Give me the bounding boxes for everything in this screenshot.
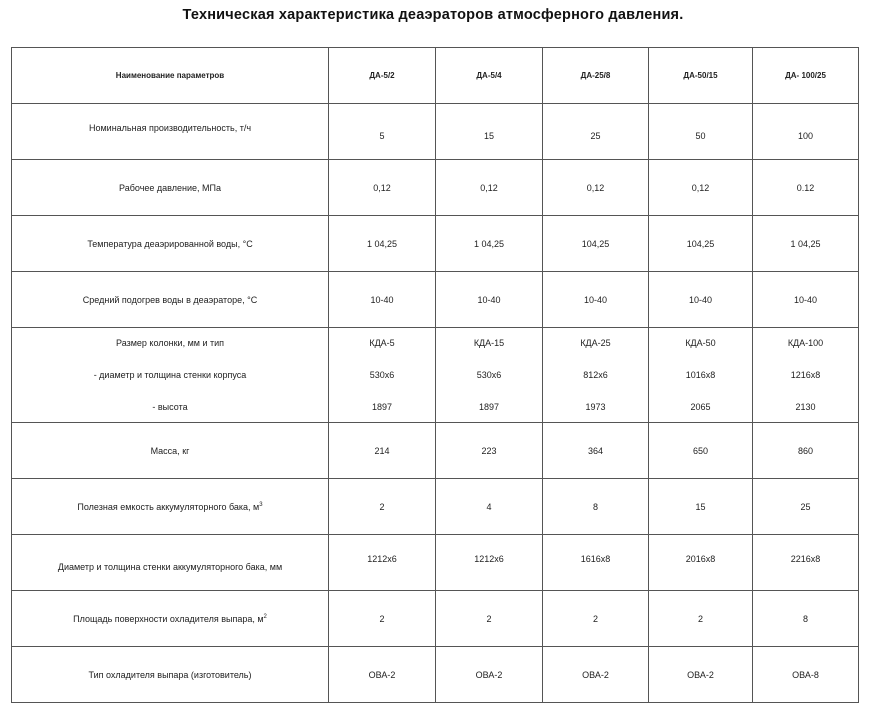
header-model: ДА-5/2 bbox=[329, 48, 436, 104]
table-row bbox=[12, 160, 859, 216]
cell-value: 50 bbox=[695, 130, 706, 141]
cell-value: 10-40 bbox=[649, 272, 753, 328]
cell-value: 100 bbox=[797, 130, 814, 141]
cell-value: 0.12 bbox=[753, 160, 859, 216]
column-diameter-value: 530х6 bbox=[476, 370, 502, 380]
cell-value: ОВА-8 bbox=[753, 647, 859, 703]
column-type-value: КДА-50 bbox=[685, 338, 716, 348]
cell-value: 1 04,25 bbox=[753, 216, 859, 272]
cell-value: 8 bbox=[753, 591, 859, 647]
header-model: ДА- 100/25 bbox=[753, 48, 859, 104]
table-row bbox=[12, 104, 859, 160]
row-param: Полезная емкость аккумуляторного бака, м bbox=[77, 501, 260, 512]
cell-value: 5 bbox=[379, 130, 385, 141]
cell-value: 2 bbox=[436, 591, 543, 647]
cell-value: 10-40 bbox=[329, 272, 436, 328]
cell-value: 0,12 bbox=[436, 160, 543, 216]
column-diameter-value: 1016х8 bbox=[685, 370, 716, 380]
cell-value: 104,25 bbox=[649, 216, 753, 272]
row-param: Диаметр и толщина стенки аккумуляторного бака, мм bbox=[57, 561, 283, 572]
table-row bbox=[12, 272, 859, 328]
cell-value: 2016х8 bbox=[685, 553, 716, 564]
row-param: Средний подогрев воды в деаэраторе, °С bbox=[12, 272, 329, 328]
cell-value: 10-40 bbox=[543, 272, 649, 328]
cell-value: 0,12 bbox=[543, 160, 649, 216]
header-model: ДА-50/15 bbox=[649, 48, 753, 104]
table-row bbox=[12, 479, 859, 535]
row-param: Площадь поверхности охладителя выпара, м bbox=[73, 613, 264, 624]
column-diameter-param: - диаметр и толщина стенки корпуса bbox=[93, 370, 247, 380]
column-height-value: 2130 bbox=[795, 402, 816, 412]
column-diameter-value: 530х6 bbox=[369, 370, 395, 380]
row-param: Номинальная производительность, т/ч bbox=[88, 122, 252, 133]
table-row-column-size bbox=[12, 328, 859, 423]
cell-value: 0,12 bbox=[329, 160, 436, 216]
column-type-value: КДА-5 bbox=[369, 338, 395, 348]
cell-value: 15 bbox=[649, 479, 753, 535]
cell-value: 4 bbox=[436, 479, 543, 535]
cell-value: 860 bbox=[753, 423, 859, 479]
cell-value: 2 bbox=[329, 479, 436, 535]
cell-value: 1 04,25 bbox=[329, 216, 436, 272]
cell-value: ОВА-2 bbox=[543, 647, 649, 703]
cell-value: 10-40 bbox=[753, 272, 859, 328]
row-param: Тип охладителя выпара (изготовитель) bbox=[12, 647, 329, 703]
row-param: Температура деаэрированной воды, °С bbox=[12, 216, 329, 272]
table-row bbox=[12, 647, 859, 703]
cell-value: 1212х6 bbox=[474, 553, 504, 564]
row-param: Масса, кг bbox=[12, 423, 329, 479]
header-model: ДА-5/4 bbox=[436, 48, 543, 104]
cell-value: 2 bbox=[329, 591, 436, 647]
cell-value: 2216х8 bbox=[790, 553, 821, 564]
table-row bbox=[12, 535, 859, 591]
cell-value: 364 bbox=[543, 423, 649, 479]
cell-value: 214 bbox=[329, 423, 436, 479]
column-height-value: 1897 bbox=[478, 402, 500, 412]
cell-value: 650 bbox=[649, 423, 753, 479]
cell-value: 1 04,25 bbox=[436, 216, 543, 272]
column-diameter-value: 812х6 bbox=[583, 370, 608, 380]
header-model: ДА-25/8 bbox=[543, 48, 649, 104]
cell-value: ОВА-2 bbox=[329, 647, 436, 703]
column-type-value: КДА-100 bbox=[787, 338, 824, 348]
cell-value: 15 bbox=[483, 130, 494, 141]
column-type-value: КДА-25 bbox=[580, 338, 611, 348]
row-param: Рабочее давление, МПа bbox=[12, 160, 329, 216]
column-size-param: Размер колонки, мм и тип bbox=[116, 338, 224, 348]
cell-value: 223 bbox=[436, 423, 543, 479]
table-header-row bbox=[12, 48, 859, 104]
header-param: Наименование параметров bbox=[12, 48, 329, 104]
column-height-value: 1897 bbox=[371, 402, 393, 412]
table-row bbox=[12, 591, 859, 647]
cell-value: ОВА-2 bbox=[436, 647, 543, 703]
cell-value: 10-40 bbox=[436, 272, 543, 328]
cell-value: 2 bbox=[543, 591, 649, 647]
column-height-value: 2065 bbox=[690, 402, 711, 412]
cell-value: 1212х6 bbox=[367, 553, 397, 564]
table-row bbox=[12, 216, 859, 272]
cell-value: 25 bbox=[753, 479, 859, 535]
superscript: 3 bbox=[259, 501, 263, 508]
column-height-value: 1973 bbox=[585, 402, 606, 412]
cell-value: 25 bbox=[590, 130, 601, 141]
page-title: Техническая характеристика деаэраторов атмосферного давления. bbox=[182, 7, 684, 23]
spec-table bbox=[11, 47, 859, 703]
cell-value: 8 bbox=[543, 479, 649, 535]
cell-value: ОВА-2 bbox=[649, 647, 753, 703]
cell-value: 1616х8 bbox=[580, 553, 611, 564]
column-type-value: КДА-15 bbox=[473, 338, 505, 348]
table-row bbox=[12, 423, 859, 479]
superscript: 2 bbox=[263, 613, 267, 620]
column-height-param: - высота bbox=[152, 402, 188, 412]
column-diameter-value: 1216х8 bbox=[790, 370, 821, 380]
cell-value: 104,25 bbox=[543, 216, 649, 272]
cell-value: 0,12 bbox=[649, 160, 753, 216]
cell-value: 2 bbox=[649, 591, 753, 647]
